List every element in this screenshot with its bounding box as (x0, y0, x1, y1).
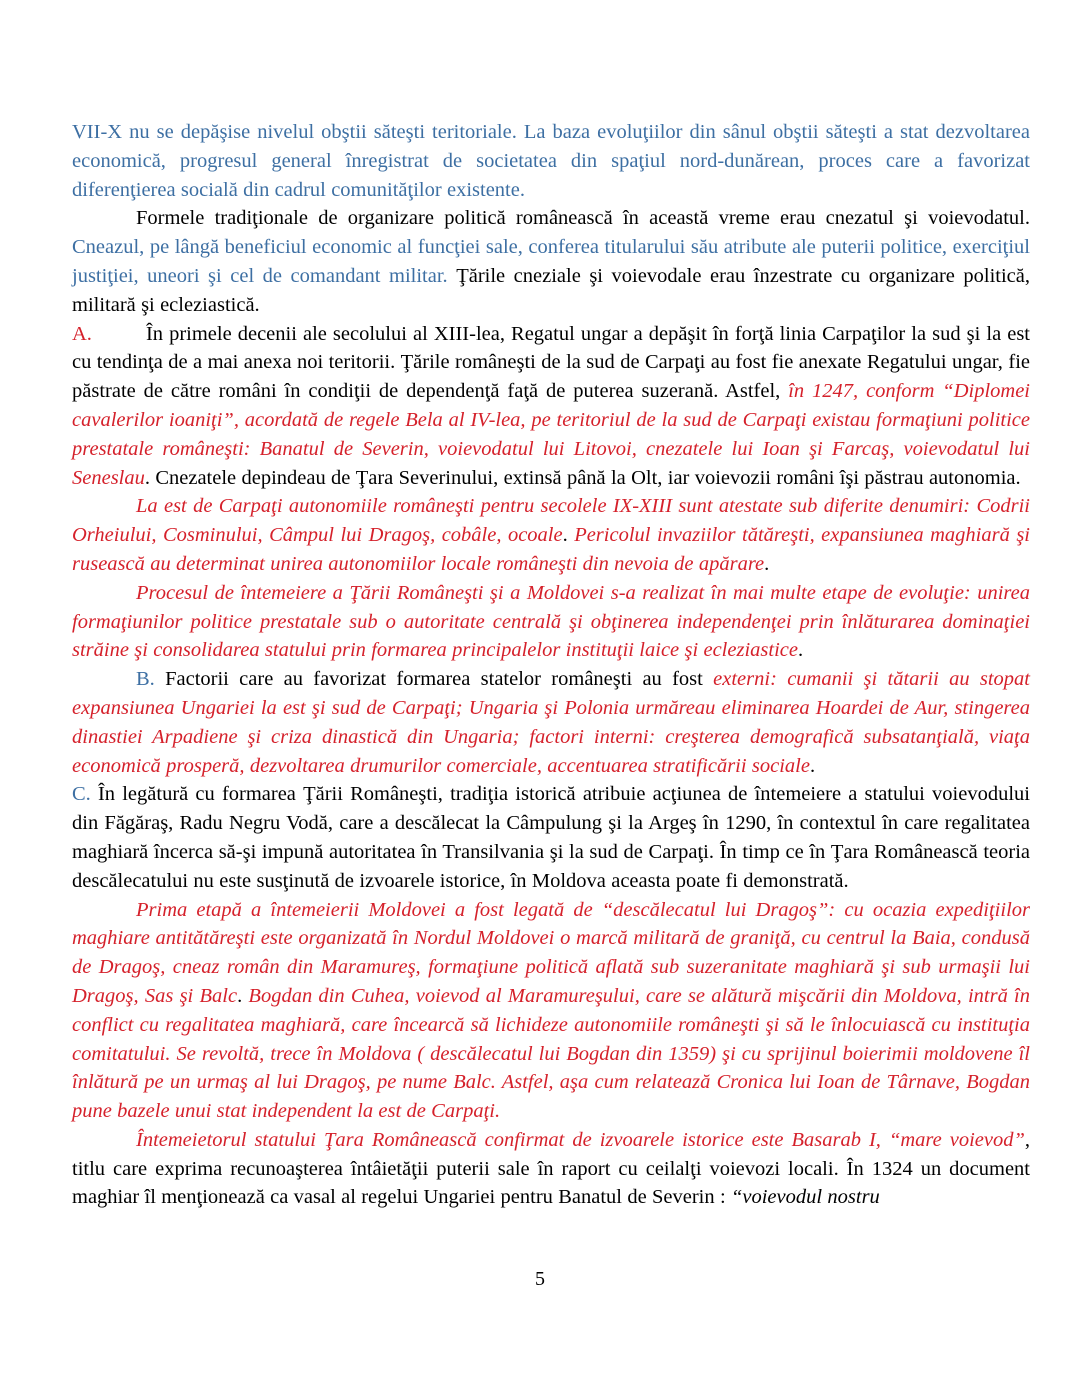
paragraph-9-black-italic-quote: “voievodul nostru (730, 1186, 880, 1209)
paragraph-7 (72, 780, 1030, 895)
paragraph-8 (72, 896, 1030, 1126)
paragraph-8-period: . (237, 984, 243, 1007)
paragraph-5-period: . (797, 639, 804, 662)
paragraph-2 (72, 204, 1030, 319)
paragraph-2-black-tail: Ţările cneziale şi voievodale erau înzestrate cu organizare politică, militară şi ecleziastică. (72, 264, 1030, 316)
paragraph-4-red-italic-2: Pericolul invaziilor tătăreşti, expansiunea maghiară şi rusească au determinat unirea autonomiilor locale româneşti din nevoia de apărare (72, 524, 1030, 575)
paragraph-3-red-italic: în 1247, conform “Diplomei cavalerilor ioaniţi”, acordată de regele Bela al IV-lea, pe teritoriul de la sud de Carpaţi existau formaţiuni politice prestatale româneşti: Banatul de Severin, voievodatul lui Litovoi, cnezatele lui Ioan şi Farcaş, voievodatul lui Seneslau (72, 380, 1030, 489)
paragraph-1-blue-text: VII-X nu se depăşise nivelul obştii săteşti teritoriale. La baza evoluţiilor din sânul obştii săteşti a stat dezvoltarea economică, progresul general înregistrat de societatea din spaţiul nord-dunărean, proces care a favorizat diferenţierea socială din cadrul comunităţilor existente. (72, 121, 1030, 201)
paragraph-8-red-italic-1: Prima etapă a întemeierii Moldovei a fost legată de “descălecatul lui Dragoş”: cu ocazia expediţiilor maghiare antitătăreşti este organizată în Nordul Moldovei o marcă militară de graniţă, cu centrul la Baia, condusă de Dragoş, cneaz român din Maramureş, formaţiune politică aflată sub suzeranitate maghiară şi sub urmaşii lui Dragoş, Sas şi Balc (72, 898, 1030, 1007)
paragraph-4 (72, 492, 1030, 578)
paragraph-2-black-lead: Formele tradiţionale de organizare politică românească în această vreme erau cnezatul şi voievodatul. (136, 207, 1030, 230)
paragraph-6-red-italic: externi: cumanii şi tătarii au stopat expansiunea Ungariei la est şi sud de Carpaţi; Ungaria şi Polonia urmăreau eliminarea Hoardei de Aur, stingerea dinastiei Arpadiene şi criza dinastică din Ungaria; factori interni: creşterea demografică subsatanţială, viaţa economică prosperă, dezvoltarea drumurilor comerciale, accentuarea stratificării sociale (72, 668, 1031, 777)
paragraph-6-period: . (809, 754, 816, 777)
paragraph-6 (72, 665, 1030, 780)
paragraph-4-period-1: . (562, 524, 568, 547)
list-label-c: C. (72, 783, 91, 806)
paragraph-4-period-2: . (764, 552, 770, 575)
paragraph-7-black-text: În legătură cu formarea Ţării Româneşti, tradiţia istorică atribuie acţiunea de întemeiere a statului voievodului din Făgăraş, Radu Negru Vodă, care a descălecat la Câmpulung şi la Argeş în 1290, în contextul în care regalitatea maghiară încerca să-şi impună autoritatea în Transilvania şi la sud de Carpaţi. În timp ce în Ţara Românească teoria descălecatului nu este susţinută de izvoarele istorice, în Moldova aceasta poate fi demonstrată. (72, 783, 1030, 892)
paragraph-3 (72, 320, 1030, 493)
list-label-a: A. (72, 322, 92, 345)
paragraph-8-red-italic-2: Bogdan din Cuhea, voievod al Maramureşului, care se alătură mişcării din Moldova, intră în conflict cu regalitatea maghiară, care încearcă să lichideze autonomiile româneşti şi să le înlocuiască cu instituţia comitatului. Se revoltă, trece în Moldova ( descălecatul lui Bogdan din 1359) şi cu sprijinul boierimii moldovene îl înlătură pe un urmaş al lui Dragoş, pe nume Balc. Astfel, aşa cum relatează Cronica lui Ioan de Târnave, Bogdan pune bazele unui stat independent la est de Carpaţi. (72, 984, 1031, 1123)
paragraph-6-black-lead: Factorii care au favorizat formarea statelor româneşti au fost (154, 668, 703, 691)
paragraph-9-black-text: , titlu care exprima recunoaşterea întâietăţii puterii sale în raport cu ceilalţi voievozi locali. În 1324 un document maghiar îl menţionează ca vasal al regelui Ungariei pentru Banatul de Severin : (72, 1128, 1030, 1209)
page-number: 5 (535, 1268, 545, 1290)
list-label-b: B. (136, 668, 155, 691)
paragraph-2-blue-text: Cneazul, pe lângă beneficiul economic al funcţiei sale, conferea titularului său atribute ale puterii politice, exerciţiul justiţiei, uneori şi cel de comandant militar. (72, 236, 1030, 287)
paragraph-5 (72, 579, 1030, 665)
paragraph-9 (72, 1126, 1030, 1212)
paragraph-5-red-italic: Procesul de întemeiere a Ţării Româneşti şi a Moldovei s-a realizat în mai multe etape de evoluţie: unirea formaţiunilor politice prestatale sub o autoritate centrală şi obţinerea independenţei prin înlăturarea dominaţiei străine şi consolidarea statului prin formarea principalelor instituţii laice şi ecleziastice (72, 581, 1030, 662)
paragraph-3-black-lead: În primele decenii ale secolului al XIII-lea, Regatul ungar a depăşit în forţă linia Carpaţilor la sud şi la est cu tendinţa de a mai anexa noi teritorii. Ţările româneşti de la sud de Carpaţi au fost fie anexate Regatului ungar, fie păstrate de către români în condiţii de dependenţă faţă de puterea suzerană. Astfel, (72, 322, 1030, 403)
paragraph-3-black-tail: . Cnezatele depindeau de Ţara Severinului, extinsă până la Olt, iar voievozii români îşi păstrau autonomia. (144, 466, 1021, 489)
paragraph-1 (72, 118, 1030, 204)
paragraph-9-red-italic: Întemeietorul statului Ţara Românească confirmat de izvoarele istorice este Basarab I, “mare voievod” (136, 1128, 1025, 1151)
paragraph-4-red-italic-1: La est de Carpaţi autonomiile româneşti pentru secolele IX-XIII sunt atestate sub diferite denumiri: Codrii Orheiului, Cosminului, Câmpul lui Dragoş, cobâle, ocoale (72, 495, 1030, 547)
page-body (72, 118, 1030, 1212)
